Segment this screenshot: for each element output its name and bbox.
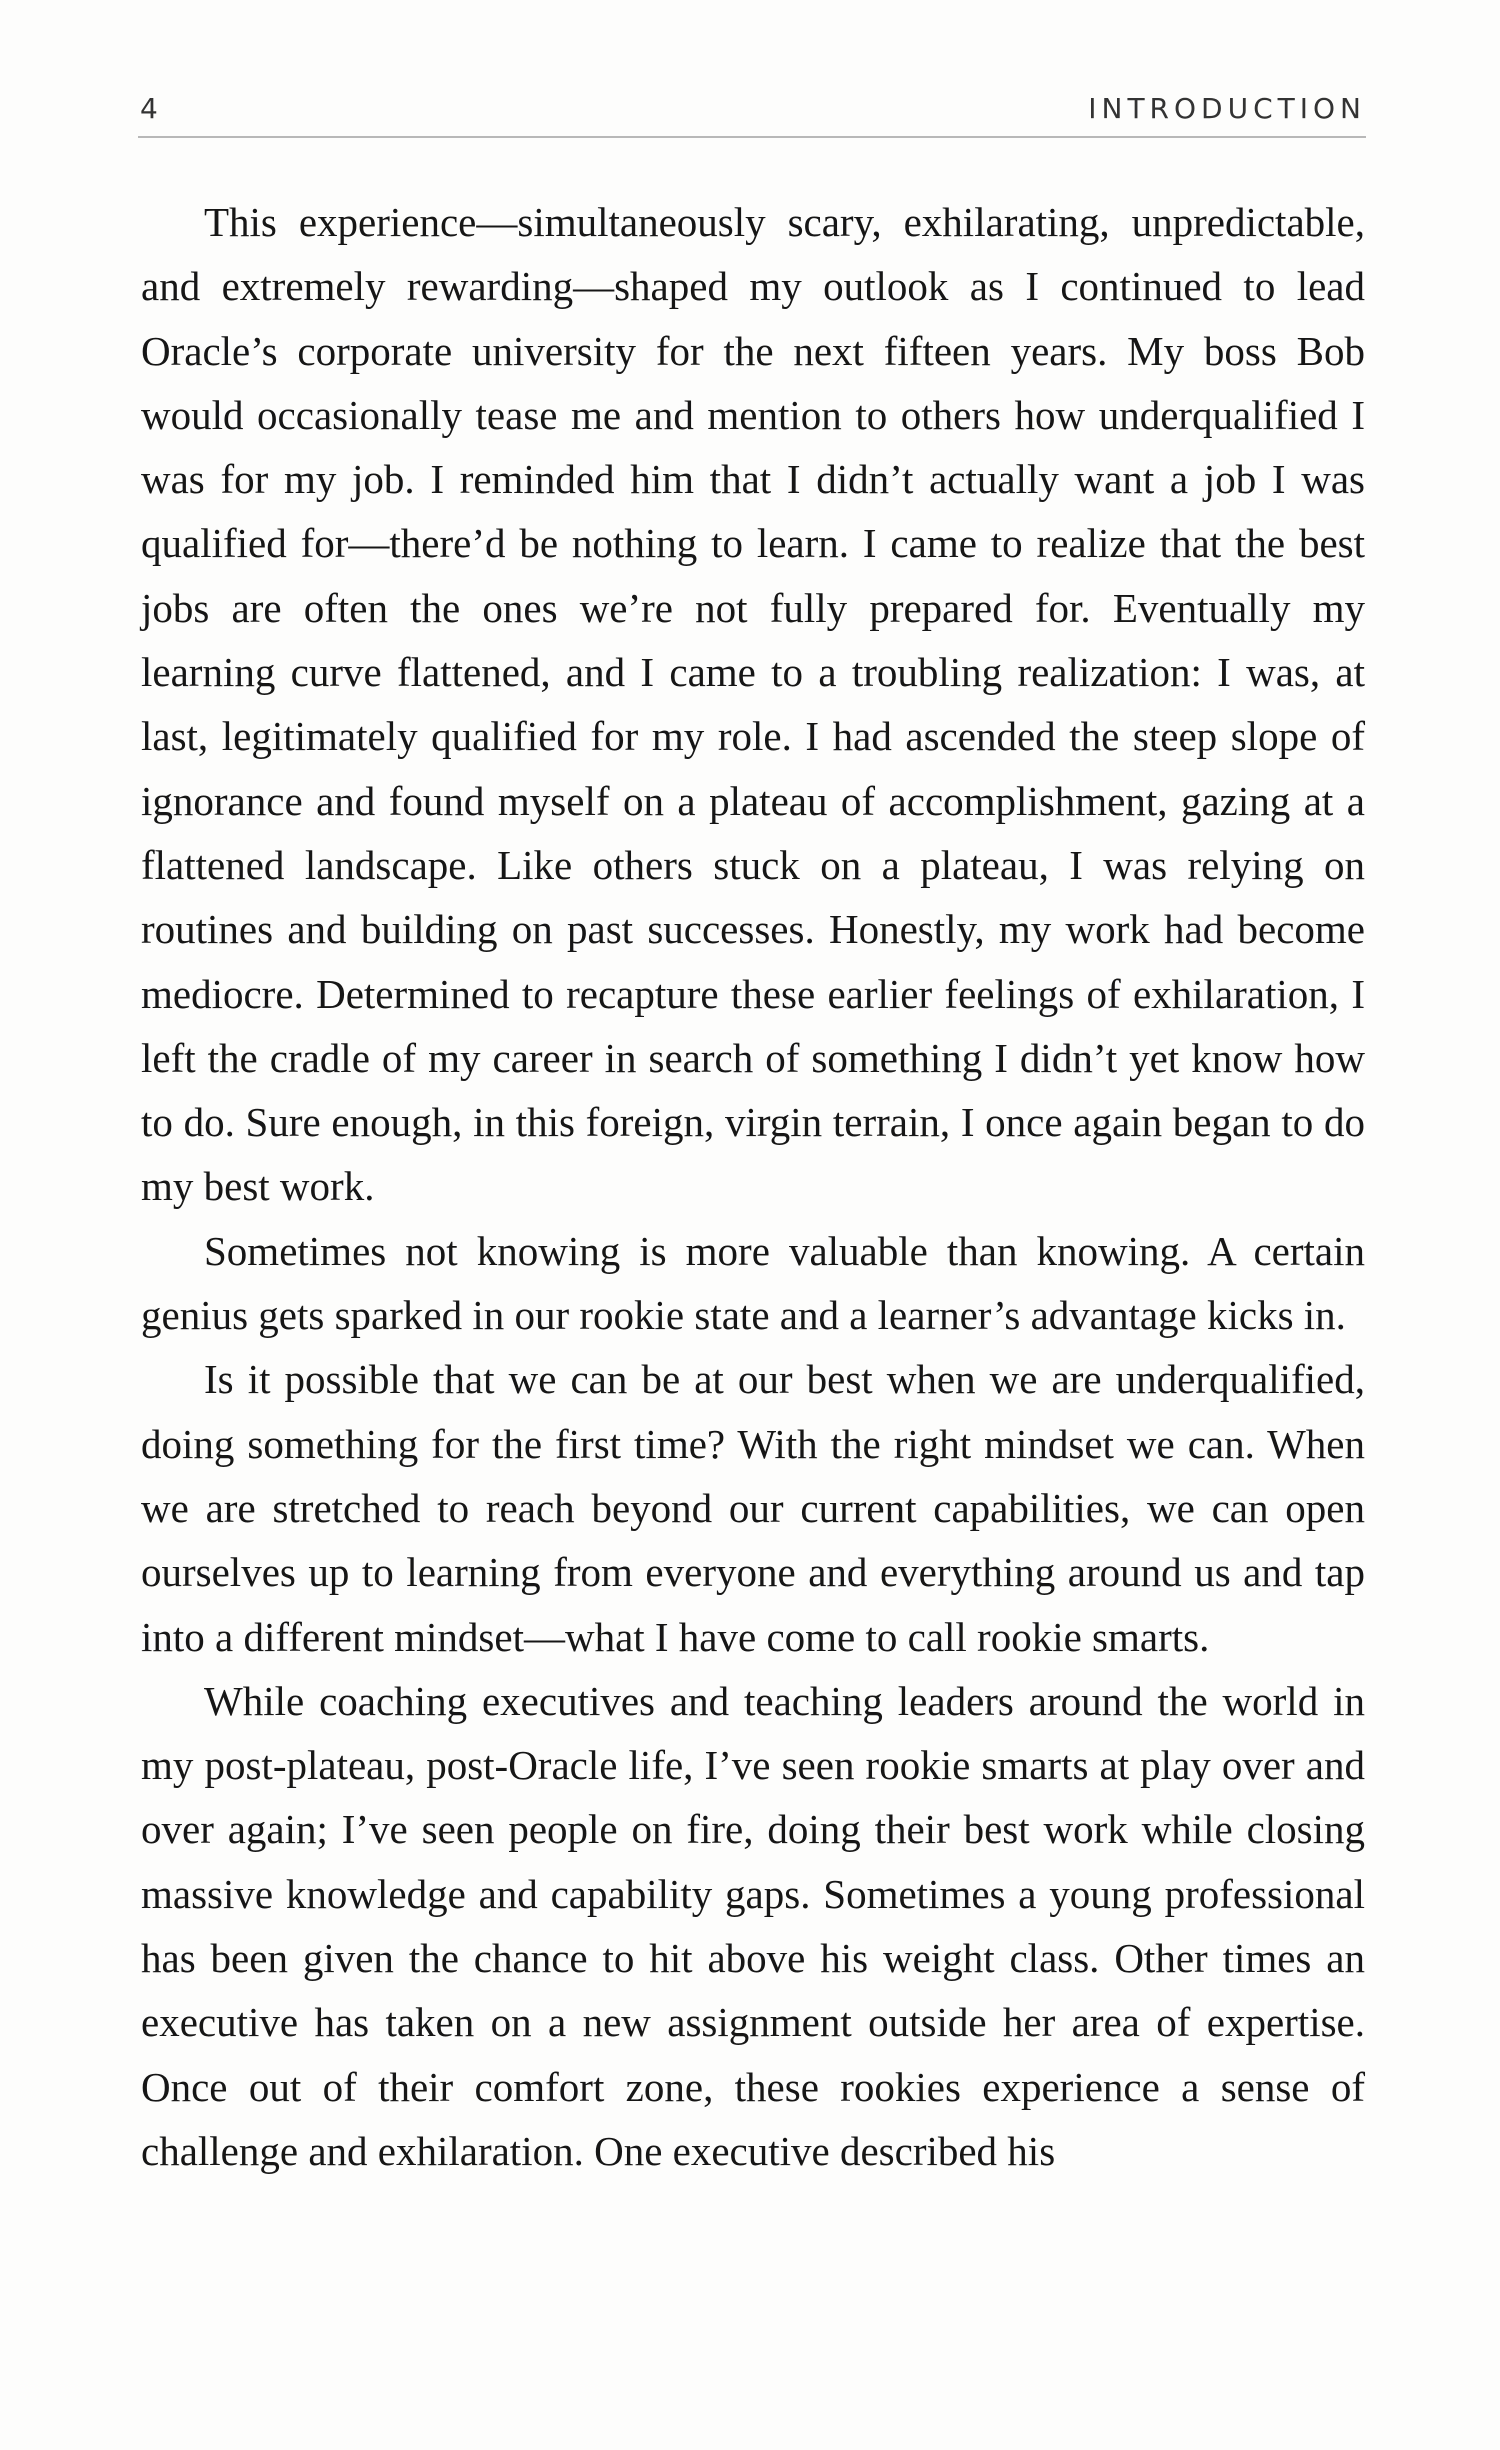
- paragraph: While coaching executives and teaching leaders around the world in my post-plateau, post-Oracle life, I’ve seen rookie smarts at play over and over again; I’ve seen people on fire, doing their best work while closing massive knowledge and capability gaps. Sometimes a young professional has been given the chance to hit above his weight class. Other times an executive has taken on a new assignment outside her area of expertise. Once out of their comfort zone, these rookies experience a sense of challenge and exhilaration. One executive described his: [141, 1677, 1365, 2174]
- paragraph: Is it possible that we can be at our best when we are underqualified, doing something for the first time? With the right mindset we can. When we are stretched to reach beyond our current capabilities, we can open ourselves up to learning from everyone and everything around us and tap into a different mindset—what I have come to call rookie smarts.: [141, 1356, 1365, 1660]
- paragraph: Sometimes not knowing is more valuable than knowing. A certain genius gets sparked in our rookie state and a learner’s advantage kicks in.: [141, 1227, 1365, 1339]
- running-header: [138, 88, 1366, 138]
- page-number: 4: [140, 92, 159, 125]
- paragraph: This experience—simultaneously scary, exhilarating, unpredictable, and extremely rewarding—shaped my outlook as I continued to lead Oracle’s corporate university for the next fifteen years. My boss Bob would occasionally tease me and mention to others how underqualified I was for my job. I reminded him that I didn’t actually want a job I was qualified for—there’d be nothing to learn. I came to realize that the best jobs are often the ones we’re not fully prepared for. Eventually my learning curve flattened, and I came to a troubling realization: I was, at last, legitimately qualified for my role. I had ascended the steep slope of ignorance and found myself on a plateau of accomplishment, gazing at a flattened landscape. Like others stuck on a plateau, I was relying on routines and building on past successes. Honestly, my work had become mediocre. Determined to recapture these earlier feelings of exhilaration, I left the cradle of my career in search of something I didn’t yet know how to do. Sure enough, in this foreign, virgin terrain, I once again began to do my best work.: [141, 199, 1365, 1210]
- body-text: [141, 190, 1365, 2183]
- chapter-title: INTRODUCTION: [1088, 92, 1366, 125]
